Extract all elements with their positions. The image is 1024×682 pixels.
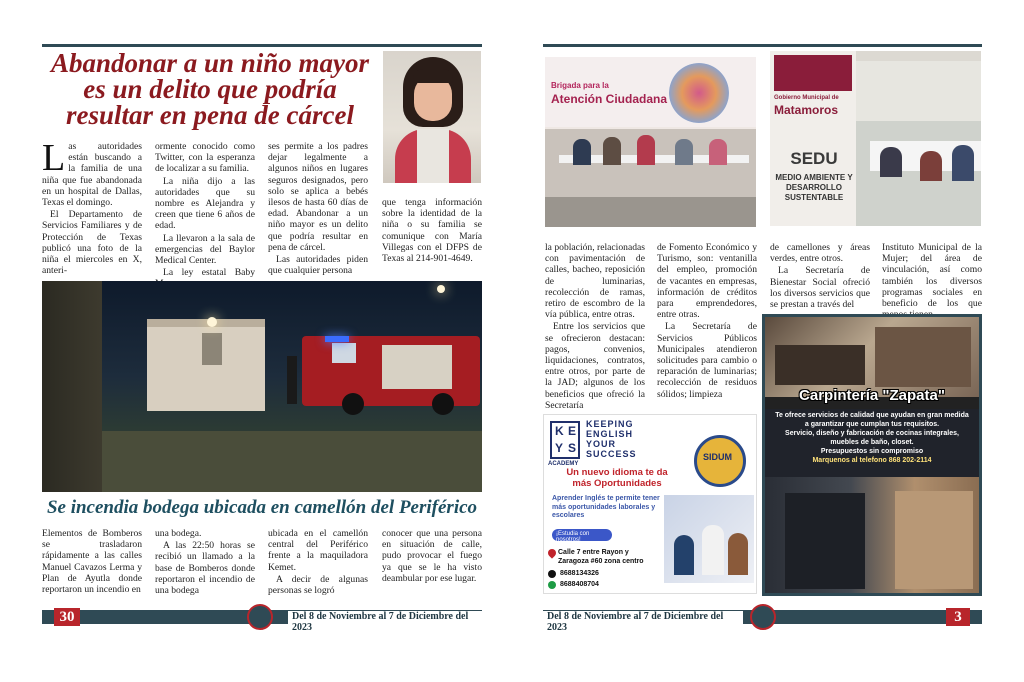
paragraph: conocer que una persona en situación de calle, pudo provocar el fuego ya que se le ha visto deambular por ese lugar. [382, 528, 482, 584]
carpinteria-phone: Marquenos al telefono 868 202-2114 [812, 457, 932, 464]
paragraph: La llevaron a la sala de emergencias del Baylor Medical Center. [155, 232, 255, 267]
keys-logo [550, 421, 580, 459]
rp-article-col4 [882, 242, 982, 321]
article2-col3 [268, 528, 368, 597]
headline-line: es un delito que podría [83, 74, 337, 104]
headline-abandono [42, 50, 378, 128]
drop-cap: L [42, 137, 66, 179]
keys-cta-button[interactable] [552, 529, 612, 541]
carpinteria-title: Carpintería "Zapata" [799, 387, 945, 404]
article1-col1 [42, 137, 142, 277]
carpinteria-line: Te ofrece servicios de calidad que ayudan en gran medida [775, 412, 969, 419]
paragraph: que tenga información sobre la identidad de la niña o su familia se comunique con María Villegas con el DFPS de Texas al 214-901-4649. [382, 197, 482, 265]
top-rule-right [543, 44, 982, 47]
paragraph: as autoridades están buscando a la familia de una niña que fue abandonada en un hospital de Dallas, Texas el domingo. [42, 141, 142, 209]
paragraph: Elementos de Bomberos se trasladaron rápidamente a las calles Manuel Cavazos Lerma y Plan de Ayutla donde reportaron un incendio en [42, 528, 142, 596]
sign-dept-text: MEDIO AMBIENTE Y DESARROLLO SUSTENTABLE [775, 173, 853, 202]
carpinteria-line: Presupuestos sin compromiso [820, 448, 924, 455]
sidum-seal-icon [694, 435, 746, 487]
keys-phone2: 8688408704 [560, 581, 599, 588]
paragraph: A las 22:50 horas se recibió un llamado a la base de Bomberos donde reportaron el incendio de una bodega [155, 540, 255, 597]
keys-letter: S [568, 441, 577, 455]
paragraph: de camellones y áreas verdes, entre otros. [770, 242, 870, 265]
banner-big-text: Atención Ciudadana [551, 92, 668, 106]
article2-col1 [42, 528, 142, 596]
banner-small-text: Brigada para la [551, 81, 609, 90]
page-number-right: 3 [946, 608, 970, 626]
paragraph: El Departamento de Servicios Familiares y de Protección de Texas publicó una foto de la niña el miercoles en X, anteri- [42, 209, 142, 277]
keys-headline: Un nuevo idioma te da más Oportunidades [566, 467, 668, 489]
phone-icon [548, 570, 556, 578]
headline-line: Abandonar a un niño mayor [50, 48, 370, 78]
whatsapp-icon [548, 581, 556, 589]
carpinteria-ad [762, 314, 982, 596]
paragraph: La Secretaría de Servicios Públicos Municipales atendieron solicitudes para cambio o reparación de luminarias; recolección de residuos sólidos; limpieza [657, 321, 757, 400]
paragraph: La ley estatal Baby [163, 267, 255, 279]
carpinteria-line: muebles de baño, closet. [830, 439, 914, 446]
paragraph: La niña dijo a las autoridades que su nombre es Alejandra y creen que tiene 6 años de edad. [155, 175, 255, 232]
article1-col3 [268, 141, 368, 277]
carpinteria-body [767, 411, 977, 465]
paragraph: una bodega. [155, 528, 202, 539]
tagline-word: SUCCESS [586, 449, 637, 459]
rp-article-col3 [770, 242, 870, 311]
headline-line: resultar en pena de cárcel [66, 100, 354, 130]
sign-gov-text: Gobierno Municipal de [774, 95, 839, 101]
location-pin-icon [546, 547, 557, 558]
students-photo [664, 495, 754, 583]
footer-date-right: Del 8 de Noviembre al 7 de Diciembre del 2023 [543, 611, 743, 633]
tagline-word: YOUR [586, 439, 617, 449]
carpinteria-line: Servicio, diseño y fabricación de cocinas integrales, [785, 430, 959, 437]
footer-date-left: Del 8 de Noviembre al 7 de Diciembre del 2023 [288, 611, 482, 633]
sign-sedu-text: SEDU [790, 149, 838, 168]
tagline-word: KEEPING [586, 419, 634, 429]
sign-city-text: Matamoros [774, 103, 839, 117]
keys-academy-ad [543, 414, 757, 594]
paragraph: Instituto Municipal de la Mujer; del área de vinculación, así como también los diversos programas sociales en beneficio de los que [882, 242, 982, 310]
top-rule-left [42, 44, 482, 47]
paragraph: La Secretaría de Bienestar Social ofreció los diversos servicios que se prestan a través del [770, 265, 870, 311]
sedu-photo [770, 51, 981, 226]
article2-col2 [155, 528, 255, 597]
paragraph: Entre los servicios que se ofrecieron destacan: pagos, convenios, liquidaciones, contratos, entre otros, por parte de la JAD; algunos de los beneficios que ofreció la Secretaría [545, 321, 645, 411]
seal-text: SIDUM [703, 452, 732, 462]
paragraph: A decir de algunas personas se logró [268, 573, 368, 597]
rp-article-col1 [545, 242, 645, 412]
keys-letter: K [555, 424, 564, 438]
keys-phone1: 8688134326 [560, 570, 599, 577]
article2-col4 [382, 528, 482, 585]
paragraph: ormente conocido como Twitter, con la esperanza de localizar a su familia. [155, 141, 255, 175]
keys-address: Calle 7 entre Rayon y Zaragoza #60 zona centro [558, 549, 644, 565]
keys-subtext: Aprender Inglés te permite tener más oportunidades laborales y escolares [552, 495, 660, 519]
brigada-photo [545, 57, 756, 227]
keys-academy-label: ACADEMY [548, 461, 579, 467]
cta-label: ¡Estudia con nosotros! [556, 531, 590, 543]
fire-photo [42, 281, 482, 492]
headline-incendio: Se incendia bodega ubicada en camellón del Periférico [46, 497, 478, 518]
tagline-word: ENGLISH [586, 429, 634, 439]
article1-col4 [382, 197, 482, 265]
keys-tagline [586, 419, 637, 459]
page-number-left: 30 [54, 608, 80, 626]
girl-photo [383, 51, 481, 183]
paragraph: ses permite a los padres dejar legalmente a algunos niños en lugares seguros designados, pero solo se aplica a bebés ilesos de hasta 60 días de edad. Abandonar a un niño mayor es un delito que podría resultar en pena de cárcel. [268, 141, 368, 253]
carpinteria-line: a garantizar que cumplan tus requisitos. [804, 421, 940, 428]
keys-letter: E [568, 424, 577, 438]
paragraph: de Fomento Económico y Turismo, son: ventanilla del empleo, promoción de vacantes en empresas, información de créditos para emprendedores, entre otras. [657, 242, 757, 321]
newspaper-logo-icon [247, 604, 273, 630]
keys-letter: Y [555, 441, 564, 455]
newspaper-logo-icon [750, 604, 776, 630]
paragraph: Las autoridades piden que cualquier persona [268, 254, 368, 277]
paragraph: la población, relacionadas con pavimentación de calles, bacheo, reposición de luminarias, recolección de ramas, retiro de escombro de la vía pública, entre otras. [545, 242, 645, 321]
article1-col2 [155, 141, 255, 291]
rp-article-col2 [657, 242, 757, 401]
paragraph: ubicada en el camellón central del Periférico frente a la maquiladora Kemet. [268, 528, 368, 573]
